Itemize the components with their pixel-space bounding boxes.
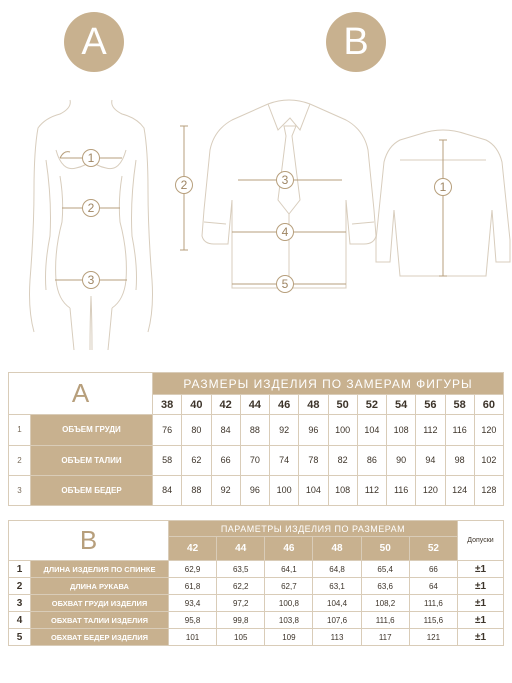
- table-cell: 113: [313, 629, 361, 646]
- table-cell: 100,8: [265, 595, 313, 612]
- table-cell: 66: [409, 561, 457, 578]
- table-cell: 107,6: [313, 612, 361, 629]
- table-cell: 102: [474, 445, 503, 475]
- size-header: 50: [361, 537, 409, 561]
- row-number: 3: [9, 475, 31, 505]
- table-cell: 82: [328, 445, 357, 475]
- table-cell: 62,7: [265, 578, 313, 595]
- table-row: [9, 629, 504, 646]
- size-header: 44: [217, 537, 265, 561]
- marker-hips: 3: [82, 271, 100, 289]
- table-cell: 108,2: [361, 595, 409, 612]
- table-cell: 109: [265, 629, 313, 646]
- size-header: 50: [328, 395, 357, 415]
- table-cell: 96: [240, 475, 269, 505]
- size-table-b: [8, 520, 504, 646]
- table-cell: 61,8: [169, 578, 217, 595]
- table-cell: 58: [153, 445, 182, 475]
- table-cell: 84: [153, 475, 182, 505]
- table-cell: 66: [211, 445, 240, 475]
- table-cell: 90: [387, 445, 416, 475]
- table-cell: 62,9: [169, 561, 217, 578]
- size-header: 38: [153, 395, 182, 415]
- size-header: 42: [211, 395, 240, 415]
- table-cell: 96: [299, 415, 328, 445]
- row-label: ОБЪЕМ ГРУДИ: [31, 415, 153, 445]
- size-header: 54: [387, 395, 416, 415]
- table-cell: 78: [299, 445, 328, 475]
- table-cell: 64: [409, 578, 457, 595]
- marker-shirt-hem: 5: [276, 275, 294, 293]
- tolerance-cell: ±1: [458, 578, 504, 595]
- size-header: 40: [182, 395, 211, 415]
- row-number: 1: [9, 415, 31, 445]
- row-label: ДЛИНА ИЗДЕЛИЯ ПО СПИНКЕ: [31, 561, 169, 578]
- tolerance-cell: ±1: [458, 612, 504, 629]
- marker-shirt-chest: 3: [276, 171, 294, 189]
- table-cell: 104: [357, 415, 386, 445]
- row-label: ОБЪЕМ БЕДЕР: [31, 475, 153, 505]
- row-number: 3: [9, 595, 31, 612]
- table-cell: 63,6: [361, 578, 409, 595]
- row-number: 2: [9, 445, 31, 475]
- marker-waist: 2: [82, 199, 100, 217]
- size-header: 56: [416, 395, 445, 415]
- table-cell: 99,8: [217, 612, 265, 629]
- table-cell: 116: [445, 415, 474, 445]
- table-cell: 103,8: [265, 612, 313, 629]
- table-cell: 88: [240, 415, 269, 445]
- table-cell: 111,6: [361, 612, 409, 629]
- marker-sleeve-length: 2: [175, 176, 193, 194]
- table-row: [9, 595, 504, 612]
- table-cell: 62,2: [217, 578, 265, 595]
- size-header: 42: [169, 537, 217, 561]
- row-label: ДЛИНА РУКАВА: [31, 578, 169, 595]
- table-cell: 117: [361, 629, 409, 646]
- size-header: 52: [409, 537, 457, 561]
- marker-shirt-waist: 4: [276, 223, 294, 241]
- table-cell: 74: [270, 445, 299, 475]
- table-cell: 64,1: [265, 561, 313, 578]
- table-cell: 104: [299, 475, 328, 505]
- table-cell: 63,1: [313, 578, 361, 595]
- table-cell: 94: [416, 445, 445, 475]
- table-cell: 86: [357, 445, 386, 475]
- table-cell: 97,2: [217, 595, 265, 612]
- table-b-title: ПАРАМЕТРЫ ИЗДЕЛИЯ ПО РАЗМЕРАМ: [169, 521, 458, 537]
- tolerance-cell: ±1: [458, 595, 504, 612]
- row-label: ОБХВАТ БЕДЕР ИЗДЕЛИЯ: [31, 629, 169, 646]
- row-number: 1: [9, 561, 31, 578]
- size-header: 44: [240, 395, 269, 415]
- row-number: 5: [9, 629, 31, 646]
- table-row: [9, 445, 504, 475]
- table-cell: 108: [387, 415, 416, 445]
- table-row: [9, 612, 504, 629]
- table-cell: 101: [169, 629, 217, 646]
- size-header: 52: [357, 395, 386, 415]
- marker-back-length: 1: [434, 178, 452, 196]
- table-cell: 93,4: [169, 595, 217, 612]
- table-cell: 65,4: [361, 561, 409, 578]
- table-cell: 88: [182, 475, 211, 505]
- table-cell: 76: [153, 415, 182, 445]
- size-header: 48: [313, 537, 361, 561]
- table-cell: 121: [409, 629, 457, 646]
- table-cell: 120: [474, 415, 503, 445]
- size-header: 48: [299, 395, 328, 415]
- table-a-title: РАЗМЕРЫ ИЗДЕЛИЯ ПО ЗАМЕРАМ ФИГУРЫ: [153, 373, 504, 395]
- table-row: [9, 475, 504, 505]
- size-header: 46: [270, 395, 299, 415]
- table-cell: 112: [357, 475, 386, 505]
- size-table-a: [8, 372, 504, 506]
- table-cell: 95,8: [169, 612, 217, 629]
- table-cell: 105: [217, 629, 265, 646]
- table-cell: 116: [387, 475, 416, 505]
- tolerance-header: Допуски: [458, 521, 504, 561]
- table-b-letter: B: [9, 521, 169, 561]
- row-label: ОБХВАТ ГРУДИ ИЗДЕЛИЯ: [31, 595, 169, 612]
- size-header: 46: [265, 537, 313, 561]
- table-cell: 92: [211, 475, 240, 505]
- table-cell: 120: [416, 475, 445, 505]
- table-cell: 64,8: [313, 561, 361, 578]
- table-cell: 128: [474, 475, 503, 505]
- table-a-letter: A: [9, 373, 153, 415]
- size-header: 58: [445, 395, 474, 415]
- table-cell: 84: [211, 415, 240, 445]
- table-cell: 70: [240, 445, 269, 475]
- tolerance-cell: ±1: [458, 629, 504, 646]
- table-cell: 100: [328, 415, 357, 445]
- table-cell: 98: [445, 445, 474, 475]
- table-row: [9, 578, 504, 595]
- table-row: [9, 415, 504, 445]
- marker-chest: 1: [82, 149, 100, 167]
- row-number: 4: [9, 612, 31, 629]
- table-cell: 80: [182, 415, 211, 445]
- table-cell: 92: [270, 415, 299, 445]
- row-label: ОБЪЕМ ТАЛИИ: [31, 445, 153, 475]
- table-cell: 115,6: [409, 612, 457, 629]
- row-label: ОБХВАТ ТАЛИИ ИЗДЕЛИЯ: [31, 612, 169, 629]
- tolerance-cell: ±1: [458, 561, 504, 578]
- table-cell: 124: [445, 475, 474, 505]
- table-cell: 111,6: [409, 595, 457, 612]
- table-cell: 62: [182, 445, 211, 475]
- badge-a: A: [64, 12, 124, 72]
- badge-b: B: [326, 12, 386, 72]
- table-cell: 108: [328, 475, 357, 505]
- table-cell: 63,5: [217, 561, 265, 578]
- table-cell: 104,4: [313, 595, 361, 612]
- table-cell: 112: [416, 415, 445, 445]
- size-header: 60: [474, 395, 503, 415]
- row-number: 2: [9, 578, 31, 595]
- table-row: [9, 561, 504, 578]
- table-cell: 100: [270, 475, 299, 505]
